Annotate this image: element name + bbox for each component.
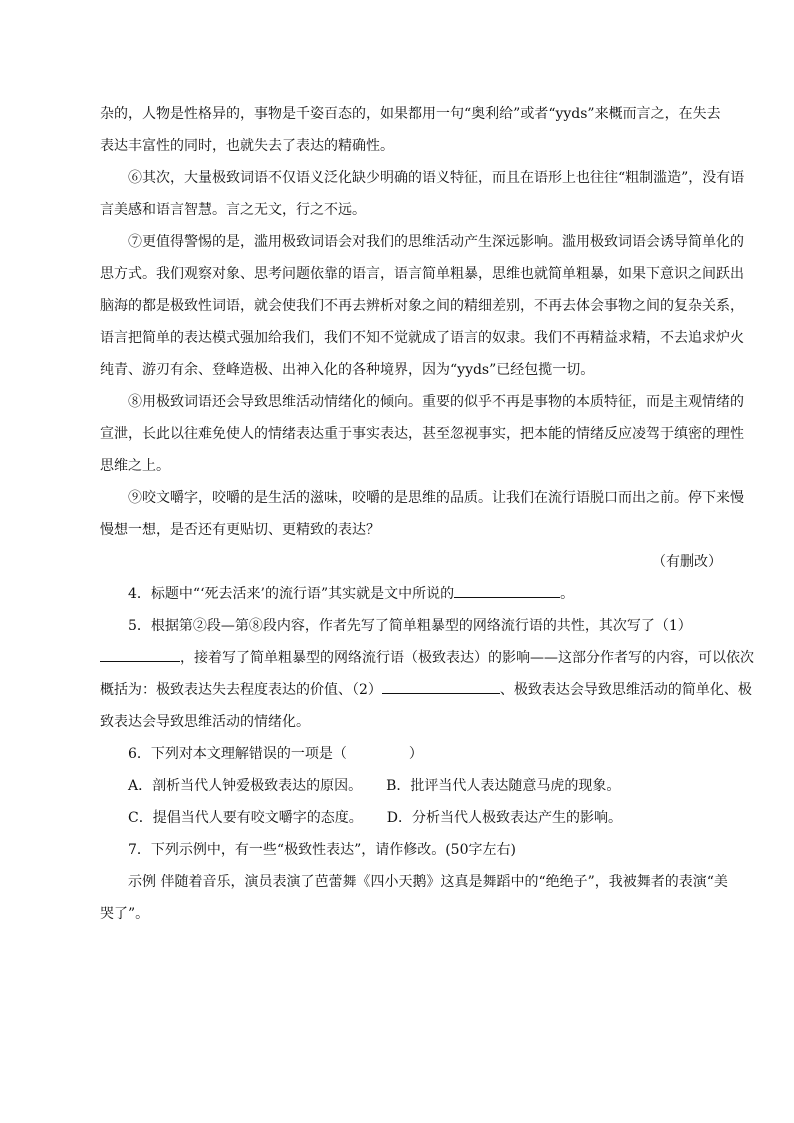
text-line: 杂的，人物是性格异的，事物是千姿百态的，如果都用一句“奥利给”或者“yyds”来概而言之，在失去 <box>100 106 721 122</box>
question-text: 4．标题中“‘死去活来’的流行语”其实就是文中所说的 <box>128 586 455 602</box>
options-row <box>100 770 722 802</box>
text-line: ⑥其次，大量极致词语不仅语义泛化缺少明确的语义特征，而且在语形上也往往“粗制滥造”，没有语 <box>128 170 745 186</box>
option-a[interactable]: A．剖析当代人钟爱极致表达的原因。 <box>128 778 363 794</box>
text-line: ⑦更值得警惕的是，滥用极致词语会对我们的思维活动产生深远影响。滥用极致词语会诱导简单化的 <box>128 234 744 250</box>
article-paragraph-7 <box>100 226 744 386</box>
question-text: 致表达会导致思维活动的情绪化。 <box>100 714 310 730</box>
text-line: ⑧用极致词语还会导致思维活动情绪化的倾向。重要的似乎不再是事物的本质特征，而是主观情绪的 <box>128 394 744 410</box>
question-line <box>100 738 722 770</box>
text-line: 宣泄，长此以往难免使人的情绪表达重于事实表达，甚至忽视事实，把本能的情绪反应凌驾于缜密的理性 <box>100 426 744 442</box>
text-line: 思维之上。 <box>100 458 170 474</box>
article-paragraph-9 <box>100 482 744 546</box>
question-text: ，接着写了简单粗暴型的网络流行语（极致表达）的影响——这部分作者写的内容，可以依次 <box>180 650 754 666</box>
text-line: 慢想一想，是否还有更贴切、更精致的表达？ <box>100 522 380 538</box>
answer-blank[interactable] <box>454 583 560 598</box>
question-text: ） <box>408 746 423 762</box>
answer-blank[interactable] <box>382 679 500 694</box>
question-text: 。 <box>560 586 575 602</box>
question-7 <box>100 834 728 930</box>
question-text: 概括为：极致表达失去程度表达的价值、（2） <box>100 682 382 698</box>
source-note: （有删改） <box>652 554 722 570</box>
question-text: 6．下列对本文理解错误的一项是（ <box>128 746 347 762</box>
question-line <box>100 642 754 674</box>
article-paragraph-6 <box>100 162 745 226</box>
article-paragraph-continued <box>100 98 722 162</box>
text-line: 表达丰富性的同时，也就失去了表达的精确性。 <box>100 138 394 154</box>
question-4 <box>100 578 722 610</box>
text-line: 纯青、游刃有余、登峰造极、出神入化的各种境界，因为“yyds”已经包揽一切。 <box>100 362 595 378</box>
text-line: ⑨咬文嚼字，咬嚼的是生活的滋味，咬嚼的是思维的品质。让我们在流行语脱口而出之前。停下来慢 <box>128 490 744 506</box>
text-line: 思方式。我们观察对象、思考问题依靠的语言，语言简单粗暴，思维也就简单粗暴，如果下意识之间跃出 <box>100 266 744 282</box>
options-row <box>100 802 722 834</box>
text-line: 脑海的都是极致性词语，就会使我们不再去辨析对象之间的精细差别，不再去体会事物之间的复杂关系， <box>100 298 744 314</box>
example-text: 哭了”。 <box>100 906 150 922</box>
example-text: 示例 伴随着音乐，演员表演了芭蕾舞《四小天鹅》这真是舞蹈中的“绝绝子”，我被舞者的表演“美 <box>128 874 728 890</box>
question-5 <box>100 610 754 738</box>
answer-blank[interactable] <box>100 647 180 662</box>
text-line: 言美感和语言智慧。言之无文，行之不远。 <box>100 202 366 218</box>
question-6 <box>100 738 722 834</box>
question-line <box>100 674 752 706</box>
document-body <box>100 98 754 930</box>
option-b[interactable]: B．批评当代人表达随意马虎的现象。 <box>386 778 621 794</box>
article-paragraph-8 <box>100 386 744 482</box>
question-text: 、极致表达会导致思维活动的简单化、极 <box>499 682 752 698</box>
option-c[interactable]: C．提倡当代人要有咬文嚼字的态度。 <box>128 810 363 826</box>
text-line: 语言把简单的表达模式强加给我们，我们不知不觉就成了语言的奴隶。我们不再精益求精，不去追求炉火 <box>100 330 744 346</box>
question-text: 5．根据第②段—第⑧段内容，作者先写了简单粗暴型的网络流行语的共性，其次写了（1） <box>128 618 692 634</box>
option-d[interactable]: D．分析当代人极致表达产生的影响。 <box>386 810 622 826</box>
question-text: 7．下列示例中，有一些“极致性表达”，请作修改。(50字左右) <box>128 842 516 858</box>
